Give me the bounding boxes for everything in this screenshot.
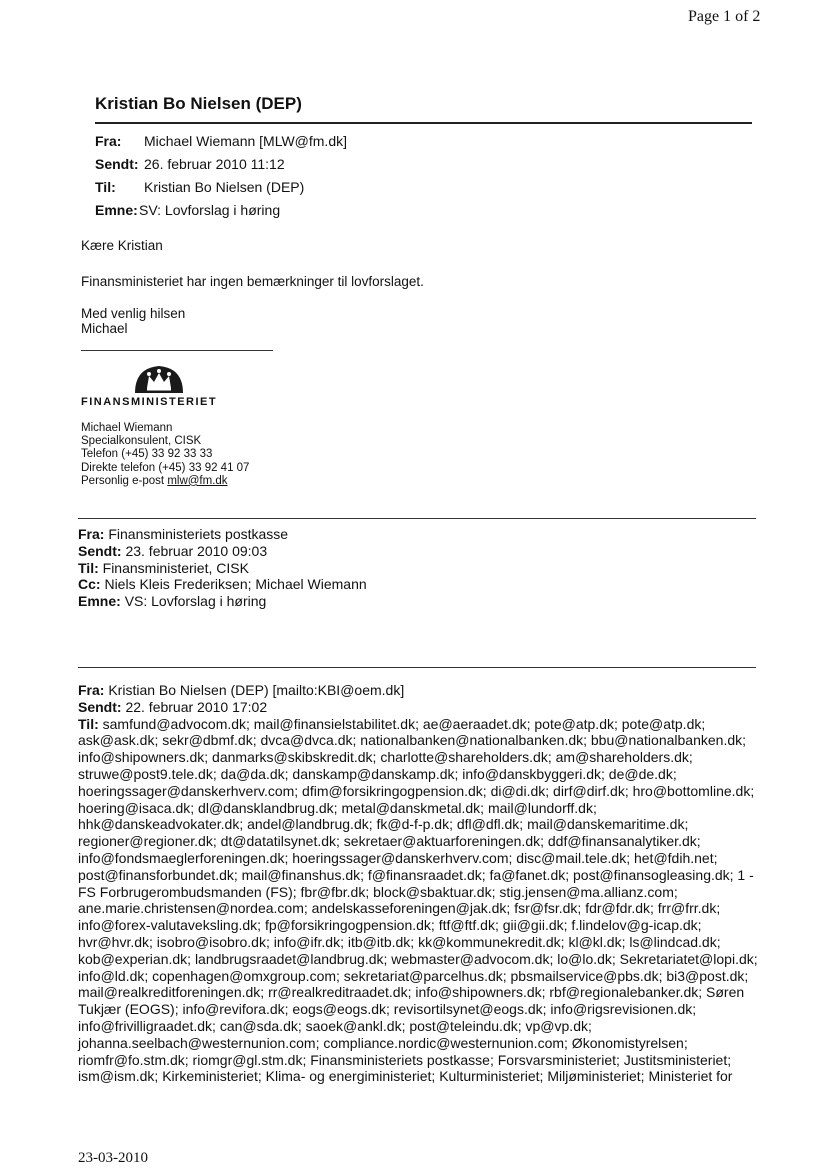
email3-recipients: hoeringssager@danskerhverv.com; dfim@forsikringogpension.dk; di@di.dk; dirf@dirf.dk; hro@bottomline.dk; (78, 782, 755, 799)
email3-recipient-line (78, 951, 758, 968)
email3-recipients: hoering@isaca.dk; dl@dansklandbrug.dk; metal@danskmetal.dk; mail@lundorff.dk; (78, 799, 597, 816)
email1-to-row (95, 179, 304, 195)
email3-sent-label: Sendt: (78, 698, 122, 715)
email1-to: Kristian Bo Nielsen (DEP) (144, 179, 305, 195)
email2-from-label: Fra: (78, 526, 105, 542)
email2-from-row (78, 526, 367, 543)
signature-email-link[interactable]: mlw@fm.dk (167, 474, 228, 487)
email2-to-row (78, 560, 367, 577)
email3-recipients: ane.marie.christensen@nordea.com; andelskasseforeningen@jak.dk; fsr@fsr.dk; fdr@fdr.dk; frr@frr.dk; (78, 900, 721, 917)
email3-rule (78, 667, 756, 668)
email2-subject-row (78, 593, 367, 610)
email3-recipient-list (78, 716, 758, 1086)
email3-to-label: Til: (78, 715, 99, 732)
email3-recipient-line (78, 867, 758, 884)
email1-subject-row (95, 202, 280, 218)
email3-recipient-line (78, 900, 758, 917)
greeting: Kære Kristian (81, 238, 163, 253)
message: Finansministeriet har ingen bemærkninger til lovforslaget. (81, 274, 424, 289)
signature-block (81, 422, 249, 488)
email3-recipient-line (78, 800, 758, 817)
email3-recipient-line (78, 783, 758, 800)
email3-recipient-line (78, 766, 758, 783)
email3-recipient-line (78, 984, 758, 1001)
email3-recipient-line (78, 749, 758, 766)
email3-recipients: johanna.seelbach@westernunion.com; compliance.nordic@westernunion.com; Økonomistyrelsen; (78, 1034, 688, 1051)
email3-recipient-line (78, 850, 758, 867)
document-title: Kristian Bo Nielsen (DEP) (95, 94, 302, 113)
email2-cc: Niels Kleis Frederiksen; Michael Wiemann (104, 576, 367, 593)
email3-recipients: info@ld.dk; copenhagen@omxgroup.com; sekretariat@parcelhus.dk; pbsmailservice@pbs.dk; bi3@post.dk; (78, 967, 749, 984)
email3-header (78, 682, 758, 1085)
signature-rule (81, 350, 273, 351)
email3-recipients: post@finansforbundet.dk; mail@finanshus.dk; f@finansraadet.dk; fa@fanet.dk; post@finansogleasing.dk; 1 - (78, 866, 754, 883)
signature-line: Telefon (+45) 33 92 33 33 (81, 448, 213, 461)
email2-cc-row (78, 576, 367, 593)
email3-recipient-line (78, 934, 758, 951)
email2-sent-label: Sendt: (78, 542, 122, 559)
closing: Med venlig hilsen (81, 306, 186, 321)
email1-sent-label: Sendt: (95, 156, 139, 172)
email3-recipients: info@forex-valutaveksling.dk; fp@forsikringogpension.dk; ftf@ftf.dk; gii@gii.dk; f.lindelov@g-icap.dk; (78, 917, 702, 934)
email2-rule (78, 518, 756, 519)
email3-recipient-line (78, 732, 758, 749)
email3-recipient-line (78, 1068, 758, 1085)
email3-recipients: info@shipowners.dk; danmarks@skibskredit.dk; charlotte@shareholders.dk; am@shareholders.dk; (78, 749, 693, 766)
email3-recipients: mail@realkreditforeningen.dk; rr@realkreditraadet.dk; info@shipowners.dk; rbf@regionalebanker.dk; Søren (78, 984, 745, 1001)
email3-recipients: Tukjær (EOGS); info@revifora.dk; eogs@eogs.dk; revisortilsynet@eogs.dk; info@rigsrevisionen.dk; (78, 1001, 697, 1018)
ministry-logo-text: FINANSMINISTERIET (81, 396, 218, 408)
signature-line: Specialkonsulent, CISK (81, 435, 202, 448)
sender-name: Michael (81, 321, 128, 336)
email3-recipients: ism@ism.dk; Kirkeministeriet; Klima- og energiministeriet; Kulturministeriet; Miljøministeriet; Ministeriet for (78, 1068, 733, 1085)
email1-from-label: Fra: (95, 133, 122, 149)
signature-email-label: Personlig e-post (81, 474, 165, 487)
email2-to: Finansministeriet, CISK (102, 559, 249, 576)
email2-header (78, 526, 367, 610)
email3-recipients: struwe@post9.tele.dk; da@da.dk; danskamp@danskamp.dk; info@danskbyggeri.dk; de@de.dk; (78, 765, 677, 782)
email2-subject: VS: Lovforslag i høring (124, 593, 267, 610)
email2-from: Finansministeriets postkasse (108, 526, 289, 542)
email1-from: Michael Wiemann [MLW@fm.dk] (144, 133, 347, 149)
email3-recipients: kob@experian.dk; landbrugsraadet@landbrug.dk; webmaster@advocom.dk; lo@lo.dk; Sekretariatet@lopi.dk; (78, 950, 758, 967)
email2-sent: 23. februar 2010 09:03 (125, 542, 268, 559)
email3-recipient-line (78, 1001, 758, 1018)
signature-line: Direkte telefon (+45) 33 92 41 07 (81, 461, 250, 474)
email3-recipients: info@frivilligraadet.dk; can@sda.dk; saoek@ankl.dk; post@teleindu.dk; vp@vp.dk; (78, 1017, 592, 1034)
email1-sent: 26. februar 2010 11:12 (144, 156, 285, 172)
email3-recipients: FS Forbrugerombudsmanden (FS); fbr@fbr.dk; block@sbaktuar.dk; stig.jensen@ma.allianz.com; (78, 883, 678, 900)
email3-sent: 22. februar 2010 17:02 (125, 698, 268, 715)
footer-date: 23-03-2010 (78, 1150, 148, 1166)
email3-recipients: info@fondsmaeglerforeningen.dk; hoeringssager@danskerhverv.com; disc@mail.tele.dk; het@fdih.net; (78, 849, 718, 866)
email3-recipient-line (78, 1035, 758, 1052)
email2-sent-row (78, 543, 367, 560)
title-rule (95, 122, 752, 124)
signature-line: Michael Wiemann (81, 422, 173, 434)
email3-recipients: ask@ask.dk; sekr@dbmf.dk; dvca@dvca.dk; nationalbanken@nationalbanken.dk; bbu@nationalbanken.dk; (78, 732, 747, 749)
email3-from: Kristian Bo Nielsen (DEP) [mailto:KBI@oem.dk] (108, 682, 405, 698)
email3-from-label: Fra: (78, 682, 105, 698)
email1-subject-label: Emne: (95, 202, 138, 218)
email3-recipient-line (78, 1052, 758, 1069)
email3-recipients: hvr@hvr.dk; isobro@isobro.dk; info@ifr.dk; itb@itb.dk; kk@kommunekredit.dk; kl@kl.dk; ls@lindcad.dk; (78, 933, 721, 950)
email2-cc-label: Cc: (78, 576, 101, 593)
crown-logo-icon (133, 364, 185, 394)
email2-subject-label: Emne: (78, 593, 121, 610)
email3-recipients: riomfr@fo.stm.dk; riomgr@gl.stm.dk; Finansministeriets postkasse; Forsvarsministeriet; Justitsministeriet; (78, 1051, 732, 1068)
email3-recipient-line (78, 816, 758, 833)
email3-recipients: samfund@advocom.dk; mail@finansielstabilitet.dk; ae@aeraadet.dk; pote@atp.dk; pote@atp.dk; (102, 715, 706, 732)
email1-to-label: Til: (95, 179, 116, 195)
email3-recipient-line (78, 833, 758, 850)
email3-recipient-line (78, 968, 758, 985)
email3-recipients: regioner@regioner.dk; dt@datatilsynet.dk; sekretaer@aktuarforeningen.dk; ddf@finansanalytiker.dk; (78, 833, 701, 850)
email1-sent-row (95, 156, 285, 172)
email3-sent-row (78, 699, 758, 716)
email3-recipient-line (78, 884, 758, 901)
email3-from-row (78, 682, 758, 699)
email3-recipients: hhk@danskeadvokater.dk; andel@landbrug.dk; fk@d-f-p.dk; dfl@dfl.dk; mail@danskemaritime.dk; (78, 816, 689, 833)
email3-recipient-line (78, 716, 758, 733)
signature-email-line (81, 475, 249, 488)
email1-subject: SV: Lovforslag i høring (139, 202, 281, 218)
email3-recipient-line (78, 1018, 758, 1035)
email1-from-row (95, 133, 347, 149)
page-number: Page 1 of 2 (688, 8, 761, 25)
email2-to-label: Til: (78, 559, 99, 576)
email3-recipient-line (78, 917, 758, 934)
